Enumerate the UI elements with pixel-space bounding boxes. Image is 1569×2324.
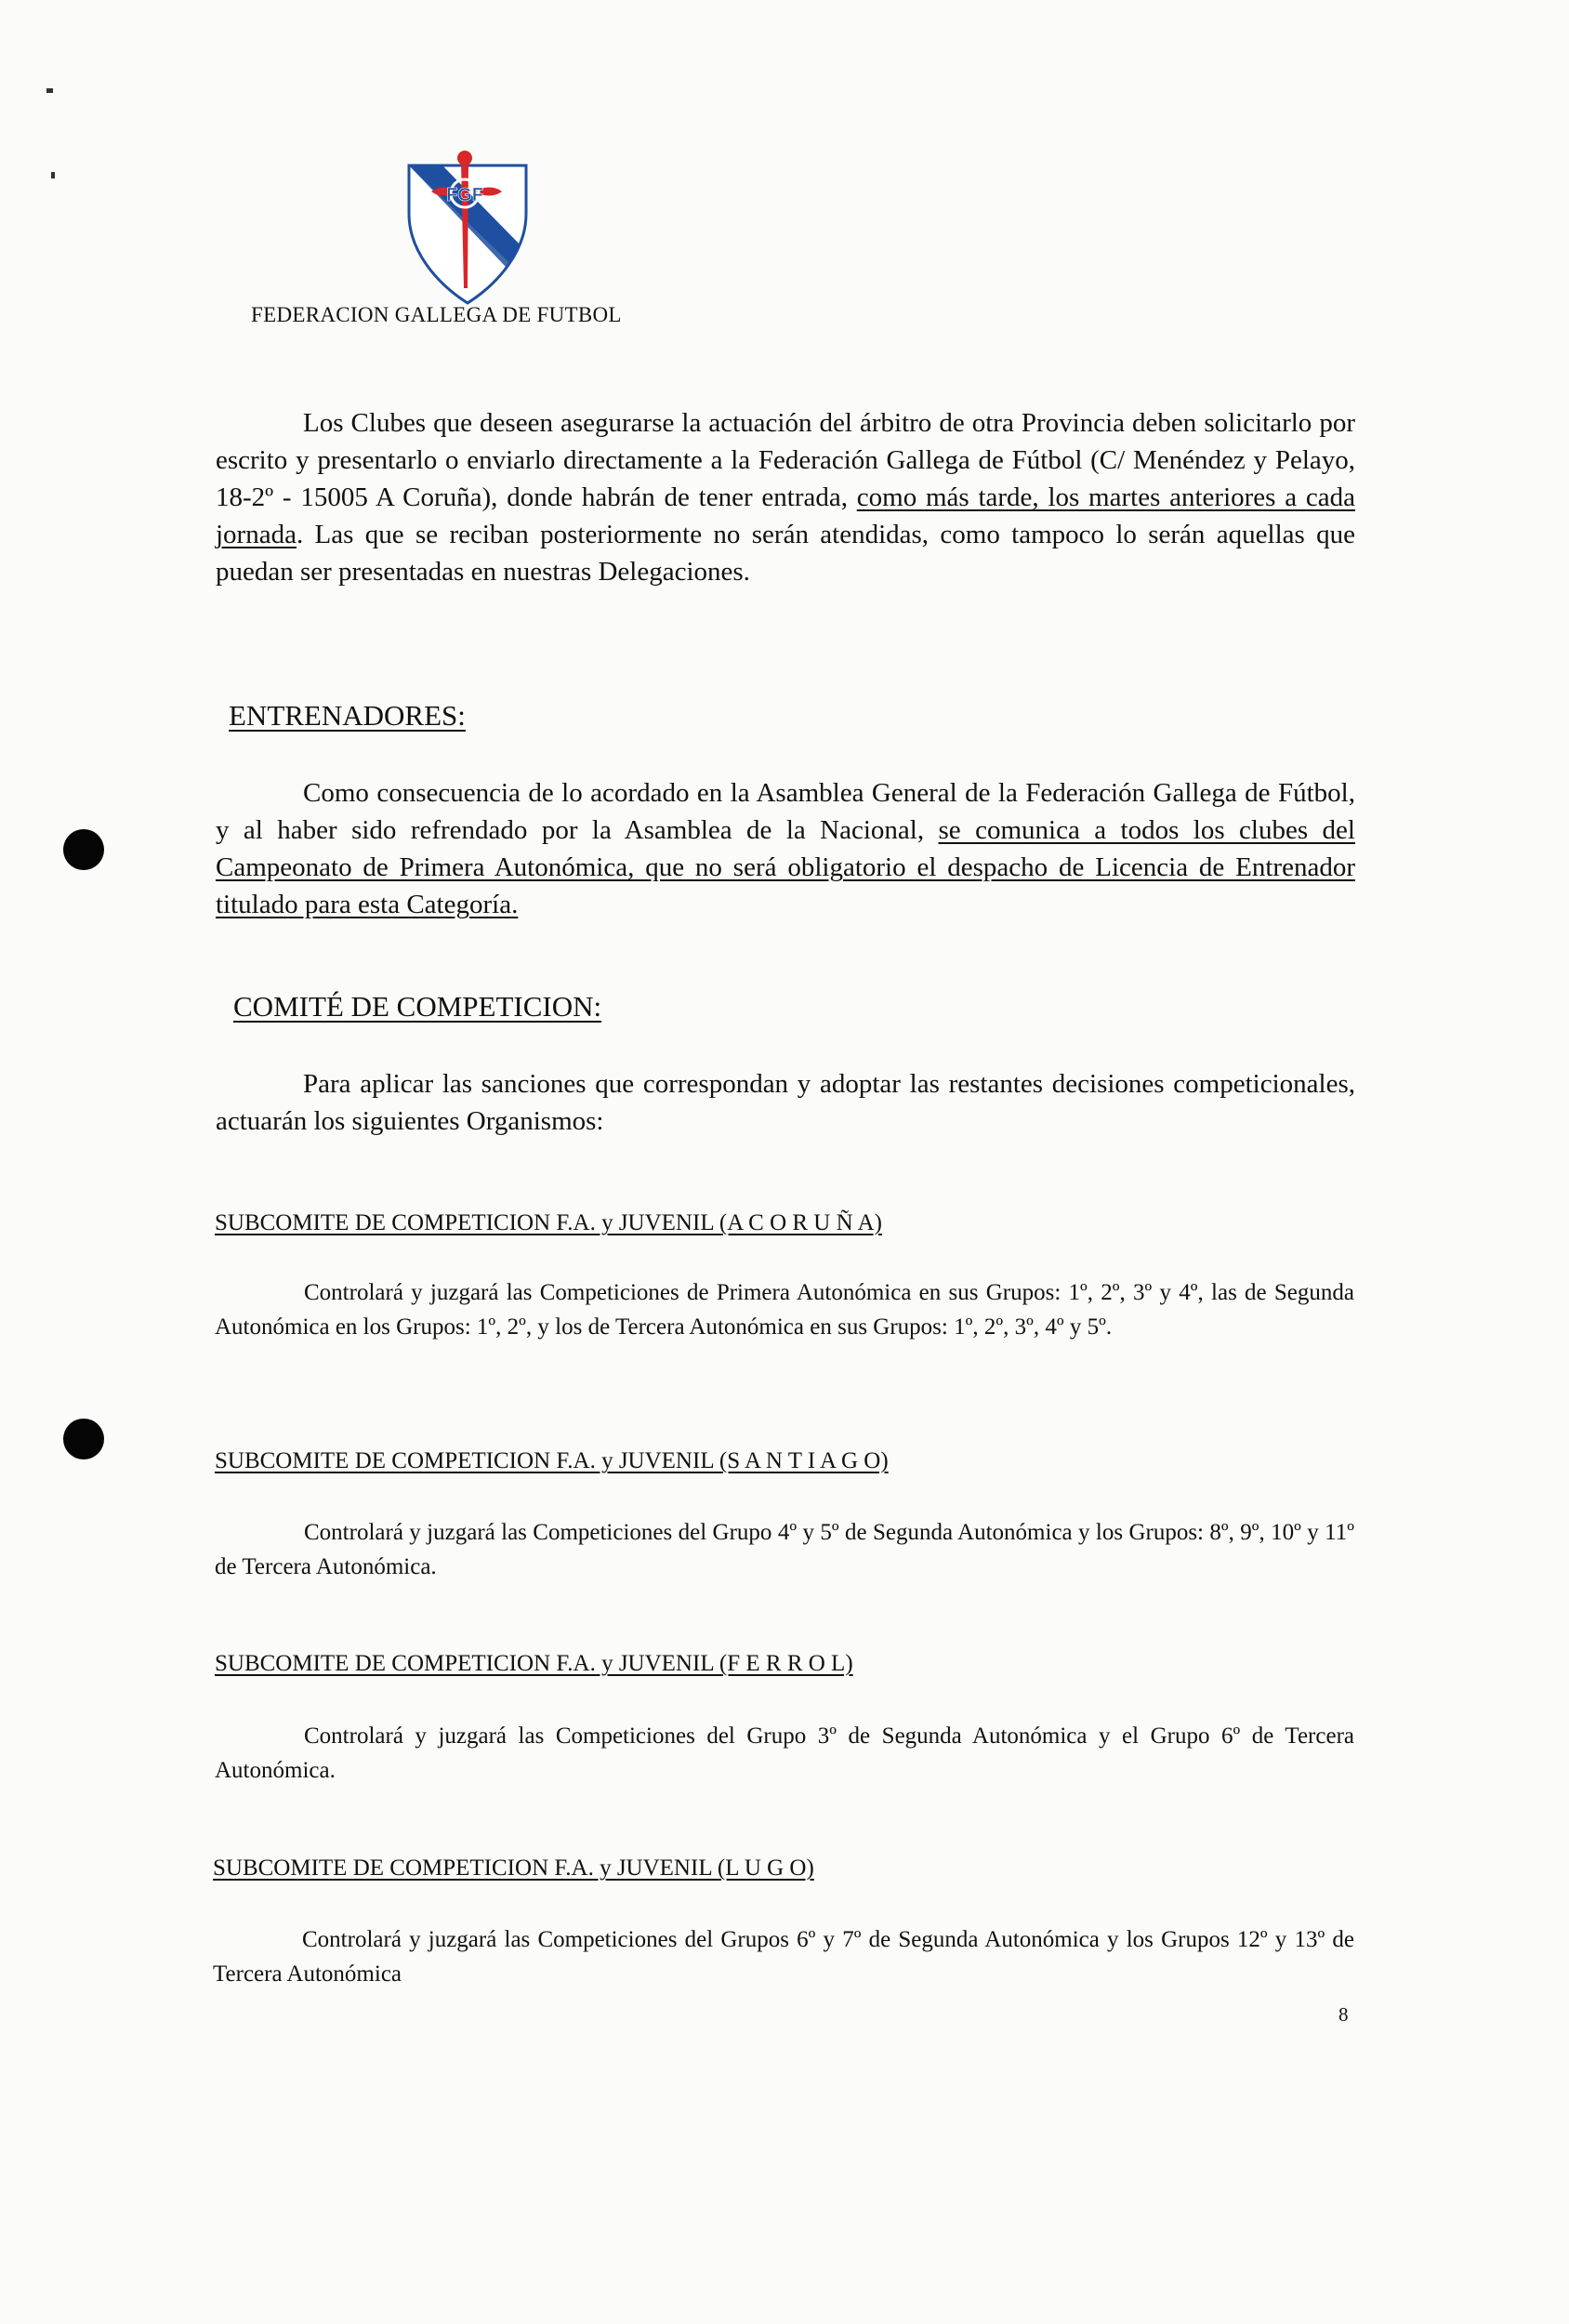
intro-deadline-underlined: como más tarde, los martes anteriores a cada jornada [216,482,1355,549]
subcomite-lugo-heading: SUBCOMITE DE COMPETICION F.A. y JUVENIL (L U G O) [213,1855,814,1881]
intro-text-part2: . Las que se reciban posteriormente no serán atendidas, como tampoco lo serán aquellas que puedan ser presentadas en nuestras Delegaciones. [216,520,1355,587]
entrenadores-underlined: se comunica a todos los clubes del Campeonato de Primera Autonómica, que no será obligatorio el despacho de Licencia de Entrenador titulado para esta Categoría. [216,815,1355,919]
intro-paragraph [216,404,1355,590]
comite-paragraph: Para aplicar las sanciones que correspondan y adoptar las restantes decisiones competicionales, actuarán los siguientes Organismos: [216,1069,1355,1136]
federation-logo [405,149,530,307]
entrenadores-heading: ENTRENADORES: [229,699,466,732]
logo-monogram: FGF [446,185,483,205]
entrenadores-paragraph [216,774,1355,923]
subcomite-coruna-heading: SUBCOMITE DE COMPETICION F.A. y JUVENIL (A C O R U Ñ A) [215,1210,882,1235]
punch-hole [63,1419,104,1459]
subcomite-ferrol-heading: SUBCOMITE DE COMPETICION F.A. y JUVENIL (F E R R O L) [215,1651,853,1676]
subcomite-coruna-text: Controlará y juzgará las Competiciones de Primera Autonómica en sus Grupos: 1º, 2º, 3º y 4º, las de Segunda Autonómica en los Grupos: 1º, 2º, y los de Tercera Autonómica en sus Grupos: 1º, 2º, 3º, 4º y 5º. [215,1280,1354,1340]
subcomite-ferrol-text: Controlará y juzgará las Competiciones del Grupo 3º de Segunda Autonómica y el Grupo 6º de Tercera Autonómica. [215,1723,1354,1783]
subcomite-santiago-text: Controlará y juzgará las Competiciones del Grupo 4º y 5º de Segunda Autonómica y los Grupos: 8º, 9º, 10º y 11º de Tercera Autonómica. [215,1520,1354,1579]
scan-speck [46,88,53,93]
subcomite-lugo-text: Controlará y juzgará las Competiciones del Grupos 6º y 7º de Segunda Autonómica y los Grupos 12º y 13º de Tercera Autonómica [213,1927,1354,1987]
subcomite-santiago-heading: SUBCOMITE DE COMPETICION F.A. y JUVENIL (S A N T I A G O) [215,1448,889,1473]
punch-hole [63,829,104,870]
scan-speck [51,172,55,178]
page-number: 8 [1338,2003,1349,2026]
intro-text-part1: Los Clubes que deseen asegurarse la actuación del árbitro de otra Provincia deben solicitarlo por escrito y presentarlo o enviarlo directamente a la Federación Gallega de Fútbol (C/ Menéndez y Pelayo, 18-2º - 15005 A Coruña), donde habrán de tener entrada, [216,408,1355,512]
entrenadores-text: Como consecuencia de lo acordado en la Asamblea General de la Federación Gallega de Fútbol, y al haber sido refrendado por la Asamblea de la Nacional, [216,778,1355,845]
organization-name: FEDERACION GALLEGA DE FUTBOL [251,303,622,326]
shield-cross-icon [405,149,530,307]
comite-heading: COMITÉ DE COMPETICION: [233,990,602,1023]
